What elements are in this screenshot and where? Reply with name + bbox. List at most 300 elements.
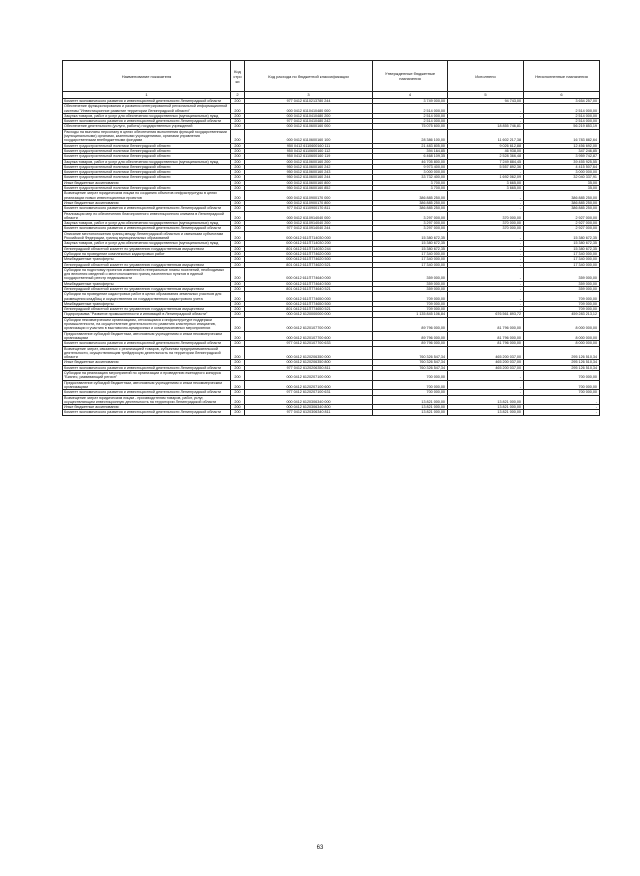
indicator-name-cell: Закупка товаров, работ и услуг для обеспечения государственных (муниципальных) нужд <box>63 221 231 226</box>
executed-amount-cell: 5 557 892,36 <box>448 164 524 169</box>
unexecuted-amount-cell: 56 219 853,19 <box>524 124 600 129</box>
executed-amount-cell: - <box>448 119 524 124</box>
approved-amount-cell: 2 514 000,00 <box>373 119 448 124</box>
executed-amount-cell: 370 000,00 <box>448 211 524 221</box>
indicator-name-cell: Ленинградский областной комитет по управлению государственным имуществом <box>63 262 231 267</box>
approved-amount-cell: 2 514 000,00 <box>373 104 448 114</box>
line-code-cell: 200 <box>231 206 245 211</box>
executed-amount-cell: 81 796 000,00 <box>448 317 524 331</box>
line-code-cell: 200 <box>231 119 245 124</box>
indicator-name-cell: Закупка товаров, работ и услуг для обеспечения государственных (муниципальных) нужд <box>63 113 231 118</box>
approved-amount-cell: 17 340 000,00 <box>373 257 448 262</box>
budget-code-cell: 000 0412 6110900170 800 <box>245 200 373 205</box>
budget-code-cell: 000 0412 6120107700 600 <box>245 331 373 341</box>
unexecuted-amount-cell: 459 283 213,12 <box>524 312 600 317</box>
column-number: 3 <box>245 92 373 99</box>
line-code-cell: 200 <box>231 301 245 306</box>
indicator-name-cell: Комитет экономического развития и инвестиционной деятельности Ленинградской области <box>63 119 231 124</box>
line-code-cell: 200 <box>231 405 245 410</box>
line-code-cell: 200 <box>231 200 245 205</box>
line-code-cell: 200 <box>231 365 245 370</box>
line-code-cell: 200 <box>231 317 245 331</box>
line-code-cell: 200 <box>231 175 245 180</box>
executed-amount-cell: 1 692 062,09 <box>448 175 524 180</box>
indicator-name-cell: Предоставление субсидий бюджетным, автономным учреждениям и иным некоммерческим организациям <box>63 380 231 390</box>
indicator-name-cell: Субсидии на проведение кадастровых работ в целях образования земельных участков для размещения кладбищ и осуществления их государственного кадастрового учета <box>63 292 231 302</box>
indicator-name-cell: Расходы на выплаты персоналу в целях обеспечения выполнения функций государственными (муниципальными) органами, казенными учреждениями, органами управления государственными внебюджетными фондами <box>63 129 231 143</box>
executed-amount-cell: - <box>448 267 524 281</box>
line-code-cell: 200 <box>231 262 245 267</box>
line-code-cell: 200 <box>231 307 245 312</box>
budget-code-cell: 801 0412 611П774650 521 <box>245 307 373 312</box>
line-code-cell: 200 <box>231 371 245 381</box>
executed-amount-cell: 94 743,00 <box>448 99 524 104</box>
executed-amount-cell: - <box>448 113 524 118</box>
approved-amount-cell: 394 164,85 <box>373 148 448 153</box>
approved-amount-cell: 15 380 672,35 <box>373 246 448 251</box>
approved-amount-cell: 28 386 100,00 <box>373 129 448 143</box>
indicator-name-cell: Комитет экономического развития и инвестиционной деятельности Ленинградской области <box>63 99 231 104</box>
approved-amount-cell: 13 821 000,00 <box>373 405 448 410</box>
budget-code-cell: 977 0412 6110213780 244 <box>245 99 373 104</box>
indicator-name-cell: Межбюджетные трансферты <box>63 281 231 286</box>
table-body <box>63 99 600 416</box>
budget-code-cell: 000 0412 611П774620 500 <box>245 257 373 262</box>
indicator-name-cell: Реализация мер по обеспечению благоприятного инвестиционного климата в Ленинградской области <box>63 211 231 221</box>
executed-amount-cell: 676 561 893,72 <box>448 312 524 317</box>
line-code-cell: 200 <box>231 113 245 118</box>
line-code-cell: 200 <box>231 186 245 191</box>
unexecuted-amount-cell: 17 340 000,00 <box>524 251 600 256</box>
unexecuted-amount-cell: 359 000,00 <box>524 267 600 281</box>
indicator-name-cell: Субсидии на реализацию мероприятий по организации и проведению ежегодного конкурса "Бизнес, развивающий регион" <box>63 371 231 381</box>
approved-amount-cell: 13 821 000,00 <box>373 410 448 415</box>
unexecuted-amount-cell: 3 000 000,00 <box>524 170 600 175</box>
indicator-name-cell: Ленинградский областной комитет по управлению государственным имуществом <box>63 286 231 291</box>
line-code-cell: 200 <box>231 380 245 390</box>
approved-amount-cell: 700 000,00 <box>373 380 448 390</box>
budget-code-cell: 977 0412 6110914040 244 <box>245 226 373 231</box>
budget-code-cell: 000 0412 611П774620 000 <box>245 251 373 256</box>
executed-amount-cell: - <box>448 281 524 286</box>
line-code-cell: 200 <box>231 148 245 153</box>
column-number: 2 <box>231 92 245 99</box>
approved-amount-cell: 13 821 000,00 <box>373 395 448 405</box>
header-indicator-name: Наименование показателя <box>63 61 231 92</box>
approved-amount-cell: 3 297 000,00 <box>373 221 448 226</box>
executed-amount-cell: 465 200 037,00 <box>448 346 524 360</box>
executed-amount-cell: - <box>448 241 524 246</box>
line-code-cell: 200 <box>231 312 245 317</box>
line-code-cell: 200 <box>231 267 245 281</box>
column-number-row <box>63 92 600 99</box>
indicator-name-cell: Иные бюджетные ассигнования <box>63 360 231 365</box>
indicator-name-cell: Комитет градостроительной политики Ленинградской области <box>63 170 231 175</box>
budget-code-cell: 000 0412 611П774640 000 <box>245 267 373 281</box>
header-executed: Исполнено <box>448 61 524 92</box>
indicator-name-cell: Возмещение затрат, связанных с реализацией товаров, субъектам предпринимательской деятельности, осуществляющим трейдерскую деятельность на территории Ленинградской области <box>63 346 231 360</box>
line-code-cell: 200 <box>231 390 245 395</box>
approved-amount-cell: 6 468 109,35 <box>373 154 448 159</box>
indicator-name-cell: Субсидии на проведение комплексных кадастровых работ <box>63 251 231 256</box>
table-row <box>63 104 600 114</box>
unexecuted-amount-cell: 347 246,85 <box>524 148 600 153</box>
line-code-cell: 200 <box>231 281 245 286</box>
line-code-cell: 200 <box>231 251 245 256</box>
approved-amount-cell: 386 885 250,00 <box>373 206 448 211</box>
budget-code-cell: 000 0412 6110600160 200 <box>245 159 373 164</box>
budget-code-cell: 000 0412 6120207100 000 <box>245 371 373 381</box>
executed-amount-cell: - <box>448 206 524 211</box>
executed-amount-cell: - <box>448 292 524 302</box>
unexecuted-amount-cell: 32 040 337,91 <box>524 175 600 180</box>
unexecuted-amount-cell: 2 514 000,00 <box>524 113 600 118</box>
budget-code-cell: 801 0412 611П714030 244 <box>245 246 373 251</box>
line-code-cell: 200 <box>231 159 245 164</box>
line-code-cell: 200 <box>231 124 245 129</box>
executed-amount-cell: 7 249 884,45 <box>448 159 524 164</box>
budget-code-cell: 950 0412 6110600160 243 <box>245 170 373 175</box>
table-row <box>63 410 600 415</box>
approved-amount-cell: 15 380 672,35 <box>373 231 448 241</box>
budget-code-cell: 950 0412 6110600160 242 <box>245 164 373 169</box>
executed-amount-cell: 13 821 000,00 <box>448 405 524 410</box>
budget-code-cell: 000 0412 6120306340 800 <box>245 405 373 410</box>
budget-code-cell: 950 0412 6110600160 852 <box>245 186 373 191</box>
unexecuted-amount-cell: 3 654 257,00 <box>524 99 600 104</box>
table-row <box>63 292 600 302</box>
approved-amount-cell: 3 000 000,00 <box>373 170 448 175</box>
executed-amount-cell: - <box>448 246 524 251</box>
budget-code-cell: 000 0412 611П774650 500 <box>245 301 373 306</box>
line-code-cell: 200 <box>231 410 245 415</box>
executed-amount-cell: - <box>448 251 524 256</box>
unexecuted-amount-cell: 17 340 000,00 <box>524 257 600 262</box>
unexecuted-amount-cell: 35,00 <box>524 186 600 191</box>
unexecuted-amount-cell: 16 783 882,64 <box>524 129 600 143</box>
table-row <box>63 380 600 390</box>
line-code-cell: 200 <box>231 257 245 262</box>
indicator-name-cell: Комитет градостроительной политики Ленинградской области <box>63 148 231 153</box>
indicator-name-cell: Подпрограмма "Развитие промышленности и инноваций в Ленинградской области" <box>63 312 231 317</box>
header-approved: Утвержденные бюджетные назначения <box>373 61 448 92</box>
approved-amount-cell: 1 135 845 106,84 <box>373 312 448 317</box>
unexecuted-amount-cell: 12 456 692,00 <box>524 143 600 148</box>
header-row <box>63 61 600 92</box>
indicator-name-cell: Иные бюджетные ассигнования <box>63 200 231 205</box>
executed-amount-cell: 465 200 037,00 <box>448 365 524 370</box>
indicator-name-cell: Комитет экономического развития и инвестиционной деятельности Ленинградской области <box>63 390 231 395</box>
budget-code-cell: 801 0412 611П774640 521 <box>245 286 373 291</box>
approved-amount-cell: 3 700,00 <box>373 180 448 185</box>
line-code-cell: 200 <box>231 286 245 291</box>
table-row <box>63 267 600 281</box>
budget-code-cell: 000 0412 6110410480 000 <box>245 104 373 114</box>
indicator-name-cell: Предоставление субсидий бюджетным, автономным учреждениям и иным некоммерческим организациям <box>63 331 231 341</box>
executed-amount-cell: 370 000,00 <box>448 221 524 226</box>
line-code-cell: 200 <box>231 341 245 346</box>
indicator-name-cell: Иные бюджетные ассигнования <box>63 180 231 185</box>
indicator-name-cell: Иные бюджетные ассигнования <box>63 405 231 410</box>
indicator-name-cell: Комитет экономического развития и инвестиционной деятельности Ленинградской области <box>63 206 231 211</box>
indicator-name-cell: Комитет градостроительной политики Ленинградской области <box>63 164 231 169</box>
line-code-cell: 200 <box>231 170 245 175</box>
unexecuted-amount-cell: 39 455 925,55 <box>524 159 600 164</box>
unexecuted-amount-cell: 386 885 250,00 <box>524 206 600 211</box>
unexecuted-amount-cell: 17 340 000,00 <box>524 262 600 267</box>
approved-amount-cell: 700 000,00 <box>373 390 448 395</box>
header-line-code: Код стро ки <box>231 61 245 92</box>
unexecuted-amount-cell: 2 514 000,00 <box>524 119 600 124</box>
table-row <box>63 371 600 381</box>
approved-amount-cell: 709 000,00 <box>373 292 448 302</box>
indicator-name-cell: Ленинградский областной комитет по управлению государственным имуществом <box>63 246 231 251</box>
indicator-name-cell: Ленинградский областной комитет по управлению государственным имуществом <box>63 307 231 312</box>
table-row <box>63 346 600 360</box>
approved-amount-cell: 17 340 000,00 <box>373 251 448 256</box>
line-code-cell: 200 <box>231 241 245 246</box>
executed-amount-cell: 3 665,00 <box>448 180 524 185</box>
indicator-name-cell: Обеспечение деятельности (услуги, работы) государственных учреждений <box>63 124 231 129</box>
executed-amount-cell: 81 796 000,00 <box>448 331 524 341</box>
executed-amount-cell: 465 200 037,00 <box>448 360 524 365</box>
unexecuted-amount-cell: 295 126 510,34 <box>524 365 600 370</box>
executed-amount-cell: - <box>448 257 524 262</box>
line-code-cell: 200 <box>231 143 245 148</box>
line-code-cell: 200 <box>231 180 245 185</box>
unexecuted-amount-cell: 2 927 000,00 <box>524 221 600 226</box>
table-row <box>63 395 600 405</box>
column-number: 4 <box>373 92 448 99</box>
budget-code-cell: 000 0412 6110600160 000 <box>245 124 373 129</box>
approved-amount-cell: 386 885 250,00 <box>373 191 448 201</box>
approved-amount-cell: 33 732 400,00 <box>373 175 448 180</box>
report-sheet <box>62 60 599 416</box>
line-code-cell: 200 <box>231 331 245 341</box>
executed-amount-cell: - <box>448 380 524 390</box>
column-number: 1 <box>63 92 231 99</box>
header-unexecuted: Неисполненные назначения <box>524 61 600 92</box>
approved-amount-cell: 46 705 800,00 <box>373 159 448 164</box>
unexecuted-amount-cell: 35,00 <box>524 180 600 185</box>
line-code-cell: 200 <box>231 226 245 231</box>
unexecuted-amount-cell: 8 000 000,00 <box>524 331 600 341</box>
executed-amount-cell: - <box>448 301 524 306</box>
indicator-name-cell: Комитет градостроительной политики Ленинградской области <box>63 154 231 159</box>
indicator-name-cell: Описание местоположения границ между Ленинградской областью и смежными субъектами Российской Федерации, границ муниципальных образований <box>63 231 231 241</box>
line-code-cell: 200 <box>231 154 245 159</box>
unexecuted-amount-cell: 15 380 672,35 <box>524 241 600 246</box>
executed-amount-cell: 18 855 746,81 <box>448 124 524 129</box>
budget-code-cell: 000 0412 611П714030 000 <box>245 231 373 241</box>
indicator-name-cell: Субсидии на подготовку проектов изменений в генеральные планы поселений, необходимых для внесения сведений о местоположении границ населенных пунктов в единый государственный реестр недвижимости <box>63 267 231 281</box>
unexecuted-amount-cell: 15 380 672,35 <box>524 231 600 241</box>
unexecuted-amount-cell: 15 380 672,35 <box>524 246 600 251</box>
budget-code-cell: 801 0412 611П774620 521 <box>245 262 373 267</box>
approved-amount-cell: 760 326 547,34 <box>373 346 448 360</box>
budget-code-cell: 950 0412 6110600160 244 <box>245 175 373 180</box>
approved-amount-cell: 17 340 000,00 <box>373 262 448 267</box>
approved-amount-cell: 3 297 000,00 <box>373 226 448 231</box>
unexecuted-amount-cell: 295 126 510,34 <box>524 346 600 360</box>
executed-amount-cell: 13 821 000,00 <box>448 410 524 415</box>
approved-amount-cell: 3 700,00 <box>373 186 448 191</box>
line-code-cell: 200 <box>231 164 245 169</box>
executed-amount-cell: - <box>448 104 524 114</box>
budget-code-cell: 000 0412 611П774650 000 <box>245 292 373 302</box>
budget-code-cell: 977 0412 6120306340 811 <box>245 410 373 415</box>
approved-amount-cell: 89 796 000,00 <box>373 341 448 346</box>
header-budget-code: Код расхода по бюджетной классификации <box>245 61 373 92</box>
approved-amount-cell: 15 380 672,35 <box>373 241 448 246</box>
indicator-name-cell: Межбюджетные трансферты <box>63 257 231 262</box>
approved-amount-cell: 2 514 000,00 <box>373 113 448 118</box>
approved-amount-cell: 709 000,00 <box>373 301 448 306</box>
unexecuted-amount-cell: 295 126 510,34 <box>524 360 600 365</box>
approved-amount-cell: 709 000,00 <box>373 307 448 312</box>
table-row <box>63 129 600 143</box>
line-code-cell: 200 <box>231 211 245 221</box>
executed-amount-cell: 2 528 366,48 <box>448 154 524 159</box>
line-code-cell: 200 <box>231 221 245 226</box>
budget-code-cell: 000 0412 6120000000 000 <box>245 312 373 317</box>
budget-code-cell: 000 0412 6110914040 000 <box>245 211 373 221</box>
unexecuted-amount-cell: - <box>524 395 600 405</box>
unexecuted-amount-cell: 700 000,00 <box>524 371 600 381</box>
budget-code-cell: 000 0412 6110410480 200 <box>245 113 373 118</box>
unexecuted-amount-cell: 709 000,00 <box>524 292 600 302</box>
executed-amount-cell: 3 665,00 <box>448 186 524 191</box>
table-row <box>63 191 600 201</box>
executed-amount-cell: 81 796 000,00 <box>448 341 524 346</box>
approved-amount-cell: 3 749 000,00 <box>373 99 448 104</box>
indicator-name-cell: Комитет экономического развития и инвестиционной деятельности Ленинградской области <box>63 410 231 415</box>
approved-amount-cell: 3 297 000,00 <box>373 211 448 221</box>
indicator-name-cell: Комитет экономического развития и инвестиционной деятельности Ленинградской области <box>63 365 231 370</box>
approved-amount-cell: 359 000,00 <box>373 267 448 281</box>
executed-amount-cell: - <box>448 286 524 291</box>
executed-amount-cell: 13 821 000,00 <box>448 395 524 405</box>
budget-code-cell: 977 0412 6110410480 242 <box>245 119 373 124</box>
table-row <box>63 231 600 241</box>
executed-amount-cell: - <box>448 371 524 381</box>
budget-code-cell: 000 0412 6120207100 600 <box>245 380 373 390</box>
unexecuted-amount-cell: 8 000 000,00 <box>524 341 600 346</box>
executed-amount-cell: - <box>448 307 524 312</box>
budget-code-cell: 000 0412 6120306340 000 <box>245 395 373 405</box>
table-row <box>63 211 600 221</box>
budget-code-cell: 000 0412 6120206350 800 <box>245 360 373 365</box>
page-number: 63 <box>316 845 324 851</box>
executed-amount-cell: - <box>448 390 524 395</box>
unexecuted-amount-cell: 8 000 000,00 <box>524 317 600 331</box>
indicator-name-cell: Комитет экономического развития и инвестиционной деятельности Ленинградской области <box>63 341 231 346</box>
line-code-cell: 200 <box>231 346 245 360</box>
executed-amount-cell: 370 000,00 <box>448 226 524 231</box>
line-code-cell: 200 <box>231 360 245 365</box>
line-code-cell: 200 <box>231 104 245 114</box>
budget-code-cell: 977 0412 6120207100 631 <box>245 390 373 395</box>
unexecuted-amount-cell: 2 927 000,00 <box>524 226 600 231</box>
unexecuted-amount-cell: - <box>524 405 600 410</box>
budget-code-cell: 000 0412 6110600160 100 <box>245 129 373 143</box>
unexecuted-amount-cell: 3 959 742,87 <box>524 154 600 159</box>
executed-amount-cell: 9 026 612,88 <box>448 143 524 148</box>
indicator-name-cell: Субсидии некоммерческим организациям, относящимся к инфраструктуре поддержки промышленности, на осуществление деятельности по развитию кластерных инициатив, организации и участию в выставочно-ярмарочных и коммуникативных мероприятиях <box>63 317 231 331</box>
column-number: 5 <box>448 92 524 99</box>
executed-amount-cell: - <box>448 200 524 205</box>
budget-code-cell: 977 0412 6120107700 633 <box>245 341 373 346</box>
approved-amount-cell: 89 796 000,00 <box>373 317 448 331</box>
budget-code-cell: 950 0412 6110600160 111 <box>245 143 373 148</box>
line-code-cell: 200 <box>231 231 245 241</box>
unexecuted-amount-cell: 2 927 000,00 <box>524 211 600 221</box>
approved-amount-cell: 9 973 400,00 <box>373 164 448 169</box>
budget-code-cell: 000 0412 6120107700 000 <box>245 317 373 331</box>
approved-amount-cell: 89 796 000,00 <box>373 331 448 341</box>
indicator-name-cell: Возмещение затрат юридическим лицам по созданию объектов инфраструктуры в целях реализации новых инвестиционных проектов <box>63 191 231 201</box>
indicator-name-cell: Комитет экономического развития и инвестиционной деятельности Ленинградской области <box>63 226 231 231</box>
budget-code-cell: 000 0412 6110914040 200 <box>245 221 373 226</box>
approved-amount-cell: 21 483 805,00 <box>373 143 448 148</box>
budget-code-cell: 977 0412 6120206350 811 <box>245 365 373 370</box>
budget-code-cell: 000 0412 611П774640 500 <box>245 281 373 286</box>
indicator-name-cell: Обеспечение функционирования и развития интегрированной региональной информационной системы "Инвестиционное развитие территории Ленинградской области" <box>63 104 231 114</box>
line-code-cell: 200 <box>231 292 245 302</box>
budget-code-cell: 000 0412 6110900170 000 <box>245 191 373 201</box>
column-number: 6 <box>524 92 600 99</box>
approved-amount-cell: 75 075 600,00 <box>373 124 448 129</box>
indicator-name-cell: Закупка товаров, работ и услуг для обеспечения государственных (муниципальных) нужд <box>63 241 231 246</box>
approved-amount-cell: 386 885 250,00 <box>373 200 448 205</box>
unexecuted-amount-cell: - <box>524 410 600 415</box>
unexecuted-amount-cell: 359 000,00 <box>524 281 600 286</box>
approved-amount-cell: 760 326 547,34 <box>373 360 448 365</box>
executed-amount-cell: - <box>448 262 524 267</box>
executed-amount-cell: - <box>448 191 524 201</box>
table-row <box>63 317 600 331</box>
unexecuted-amount-cell: 386 885 250,00 <box>524 200 600 205</box>
unexecuted-amount-cell: 700 000,00 <box>524 380 600 390</box>
executed-amount-cell: - <box>448 231 524 241</box>
executed-amount-cell: 46 938,00 <box>448 148 524 153</box>
unexecuted-amount-cell: 709 000,00 <box>524 307 600 312</box>
unexecuted-amount-cell: 4 415 507,64 <box>524 164 600 169</box>
line-code-cell: 200 <box>231 129 245 143</box>
budget-code-cell: 000 0412 6110600160 800 <box>245 180 373 185</box>
budget-code-cell: 950 0412 6110600160 112 <box>245 148 373 153</box>
approved-amount-cell: 359 000,00 <box>373 286 448 291</box>
executed-amount-cell: 11 602 217,38 <box>448 129 524 143</box>
unexecuted-amount-cell: 2 514 000,00 <box>524 104 600 114</box>
line-code-cell: 200 <box>231 99 245 104</box>
budget-code-cell: 950 0412 6110600160 119 <box>245 154 373 159</box>
indicator-name-cell: Комитет градостроительной политики Ленинградской области <box>63 143 231 148</box>
unexecuted-amount-cell: 359 000,00 <box>524 286 600 291</box>
line-code-cell: 200 <box>231 191 245 201</box>
unexecuted-amount-cell: 700 000,00 <box>524 390 600 395</box>
line-code-cell: 200 <box>231 395 245 405</box>
indicator-name-cell: Закупка товаров, работ и услуг для обеспечения государственных (муниципальных) нужд <box>63 159 231 164</box>
approved-amount-cell: 700 000,00 <box>373 371 448 381</box>
approved-amount-cell: 760 326 547,34 <box>373 365 448 370</box>
unexecuted-amount-cell: 386 885 250,00 <box>524 191 600 201</box>
indicator-name-cell: Возмещение затрат юридическим лицам - производителям товаров, работ, услуг, осуществляющим инвестиционную деятельность на территории Ленинградской области <box>63 395 231 405</box>
indicator-name-cell: Межбюджетные трансферты <box>63 301 231 306</box>
executed-amount-cell: - <box>448 170 524 175</box>
budget-code-cell: 000 0412 6120206350 000 <box>245 346 373 360</box>
budget-execution-table <box>62 60 600 416</box>
